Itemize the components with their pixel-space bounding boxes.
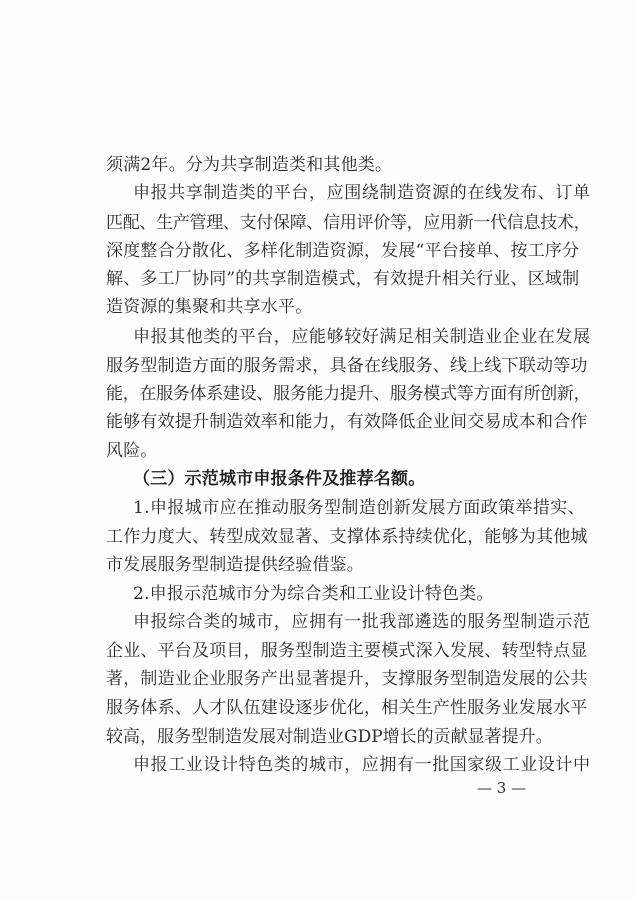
- text-line-15: 市发展服务型制造提供经验借鉴。: [106, 555, 364, 575]
- text-line-8: 服务型制造方面的服务需求，具备在线服务、线上线下联动等功: [106, 356, 588, 376]
- text-line-19: 著，制造业企业服务产出显著提升，支撑服务型制造发展的公共: [106, 669, 588, 689]
- page-number: — 3 —: [477, 779, 527, 797]
- section-heading: （三）示范城市申报条件及推荐名额。: [133, 469, 426, 489]
- text-line-9: 能，在服务体系建设、服务能力提升、服务模式等方面有所创新，: [106, 384, 591, 404]
- text-line-1: 须满2年。分为共享制造类和其他类。: [106, 155, 393, 175]
- text-line-22: 申报工业设计特色类的城市，应拥有一批国家级工业设计中: [133, 755, 591, 775]
- text-line-2: 申报共享制造类的平台，应围绕制造资源的在线发布、订单: [133, 183, 591, 203]
- text-line-21: 较高，服务型制造发展对制造业GDP增长的贡献显著提升。: [106, 727, 553, 747]
- text-line-16: 2.申报示范城市分为综合类和工业设计特色类。: [133, 584, 494, 604]
- text-line-6: 造资源的集聚和共享水平。: [106, 297, 313, 317]
- text-line-5: 解、多工厂协同”的共享制造模式，有效提升相关行业、区域制: [106, 269, 580, 289]
- text-line-20: 服务体系、人才队伍建设逐步优化，相关生产性服务业发展水平: [106, 698, 588, 718]
- text-line-10: 能够有效提升制造效率和能力，有效降低企业间交易成本和合作: [106, 412, 588, 432]
- text-line-13: 1.申报城市应在推动服务型制造创新发展方面政策举措实、: [133, 498, 586, 518]
- text-line-18: 企业、平台及项目，服务型制造主要模式深入发展、转型特点显: [106, 641, 588, 661]
- text-line-7: 申报其他类的平台，应能够较好满足相关制造业企业在发展: [133, 327, 591, 347]
- text-line-11: 风险。: [106, 441, 158, 461]
- text-line-4: 深度整合分散化、多样化制造资源，发展“平台接单、按工序分: [106, 241, 580, 261]
- text-line-3: 匹配、生产管理、支付保障、信用评价等，应用新一代信息技术，: [106, 213, 591, 233]
- text-line-17: 申报综合类的城市，应拥有一批我部遴选的服务型制造示范: [133, 612, 591, 632]
- text-line-14: 工作力度大、转型成效显著、支撑体系持续优化，能够为其他城: [106, 527, 588, 547]
